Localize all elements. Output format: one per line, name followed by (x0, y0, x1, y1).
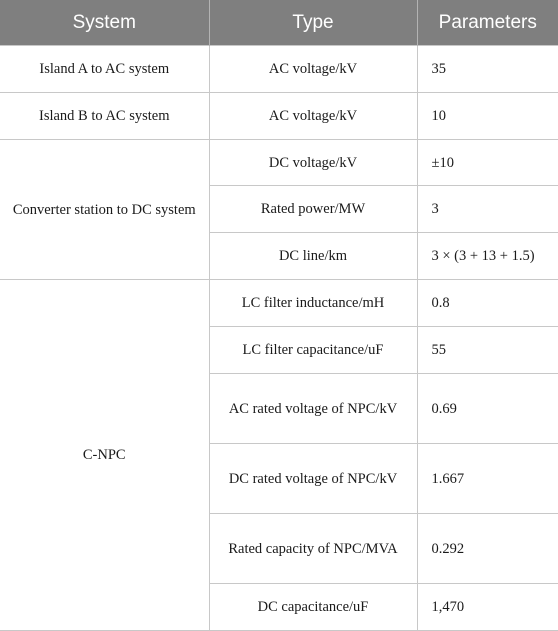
parameter-cell: 55 (417, 327, 558, 374)
type-cell: LC filter capacitance/uF (209, 327, 417, 374)
parameter-cell: 0.292 (417, 514, 558, 584)
parameter-cell: 35 (417, 46, 558, 93)
parameter-cell: 1,470 (417, 584, 558, 631)
parameter-cell: 3 (417, 186, 558, 233)
type-cell: DC voltage/kV (209, 140, 417, 186)
table-body (0, 46, 558, 631)
system-cell: Converter station to DC system (0, 140, 209, 280)
parameter-cell: 1.667 (417, 444, 558, 514)
type-cell: Rated power/MW (209, 186, 417, 233)
system-cell: C-NPC (0, 280, 209, 631)
type-cell: Rated capacity of NPC/MVA (209, 514, 417, 584)
header-system: System (0, 0, 209, 46)
type-cell: AC rated voltage of NPC/kV (209, 374, 417, 444)
parameter-cell: 3 × (3 + 13 + 1.5) (417, 233, 558, 280)
type-cell: AC voltage/kV (209, 93, 417, 140)
type-cell: DC rated voltage of NPC/kV (209, 444, 417, 514)
parameter-cell: 10 (417, 93, 558, 140)
table-row (0, 93, 558, 140)
header-parameters: Parameters (417, 0, 558, 46)
system-cell: Island B to AC system (0, 93, 209, 140)
table-row (0, 46, 558, 93)
type-cell: AC voltage/kV (209, 46, 417, 93)
table-header (0, 0, 558, 46)
parameter-cell: 0.8 (417, 280, 558, 327)
header-type: Type (209, 0, 417, 46)
type-cell: LC filter inductance/mH (209, 280, 417, 327)
table-row (0, 140, 558, 186)
type-cell: DC line/km (209, 233, 417, 280)
parameter-cell: ±10 (417, 140, 558, 186)
system-cell: Island A to AC system (0, 46, 209, 93)
parameter-cell: 0.69 (417, 374, 558, 444)
type-cell: DC capacitance/uF (209, 584, 417, 631)
table-row (0, 280, 558, 327)
